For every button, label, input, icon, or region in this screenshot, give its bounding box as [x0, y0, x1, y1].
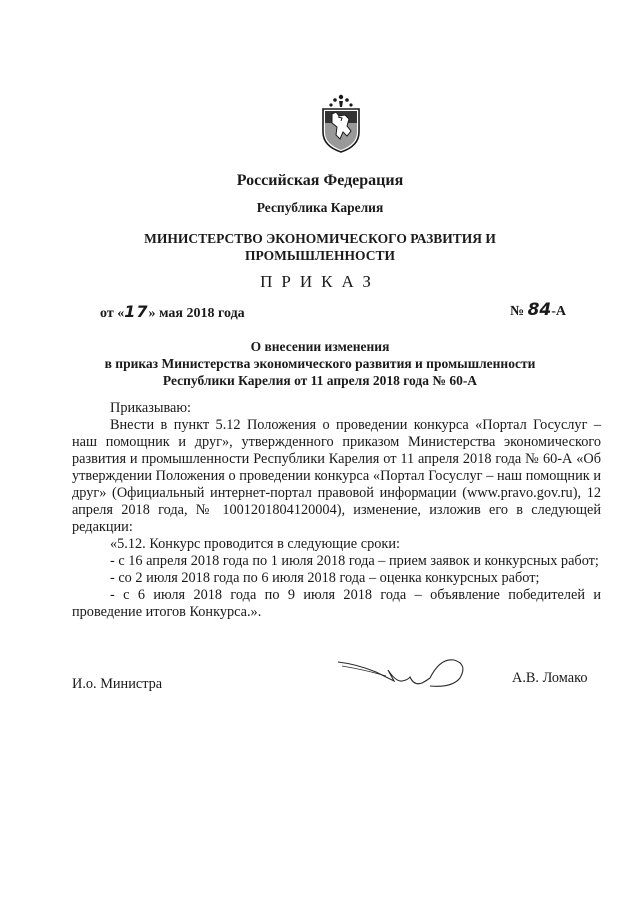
order-date-day-handwritten: 17 — [124, 302, 149, 321]
order-date-prefix: от « — [100, 306, 125, 321]
body-paragraph: «5.12. Конкурс проводится в следующие сроки: — [110, 536, 400, 552]
document-type-heading: ПРИКАЗ — [260, 272, 380, 291]
order-number — [510, 300, 566, 320]
order-date-suffix: » мая 2018 года — [148, 306, 245, 321]
ministry-name-line2: ПРОМЫШЛЕННОСТИ — [245, 248, 395, 263]
body-paragraph: Приказываю: — [110, 400, 192, 416]
order-number-suffix: -А — [551, 304, 567, 319]
order-body — [72, 400, 601, 621]
order-subject — [0, 338, 640, 389]
order-subject-line2: в приказ Министерства экономического развития и промышленности — [104, 356, 536, 371]
signatory-name: А.В. Ломако — [512, 670, 588, 686]
karelia-coat-of-arms-emblem — [318, 90, 364, 154]
country-title: Российская Федерация — [236, 172, 404, 189]
handwritten-signature — [336, 648, 466, 694]
ministry-name — [0, 230, 640, 264]
order-date — [100, 302, 245, 322]
body-paragraph: - с 6 июля 2018 года по 9 июля 2018 года – объявление победителей и проведение итогов Конкурса.». — [72, 587, 601, 620]
republic-title: Республика Карелия — [256, 200, 384, 215]
ministry-name-line1: МИНИСТЕРСТВО ЭКОНОМИЧЕСКОГО РАЗВИТИЯ И — [144, 231, 496, 246]
order-number-handwritten: 84 — [527, 300, 552, 320]
body-paragraph: Внести в пункт 5.12 Положения о проведении конкурса «Портал Госуслуг – наш помощник и друг», утвержденного приказом Министерства экономического развития и промышленности Республики Карелия от 11 апреля 2018 года № 60-А «Об утверждении Положения о проведении конкурса «Портал Госуслуг – наш помощник и друг» (Официальный интернет-портал правовой информации (www.pravo.gov.ru), 12 апреля 2018 года, № 1001201804120004), изменение, изложив его в следующей редакции: — [72, 417, 601, 535]
order-number-prefix: № — [510, 304, 525, 319]
body-paragraph: - с 16 апреля 2018 года по 1 июля 2018 года – прием заявок и конкурсных работ; — [110, 553, 599, 569]
body-paragraph: - со 2 июля 2018 года по 6 июля 2018 года – оценка конкурсных работ; — [110, 570, 540, 586]
order-subject-line3: Республики Карелия от 11 апреля 2018 года № 60-А — [162, 373, 478, 388]
order-subject-line1: О внесении изменения — [250, 339, 390, 354]
signatory-position: И.о. Министра — [72, 676, 163, 692]
